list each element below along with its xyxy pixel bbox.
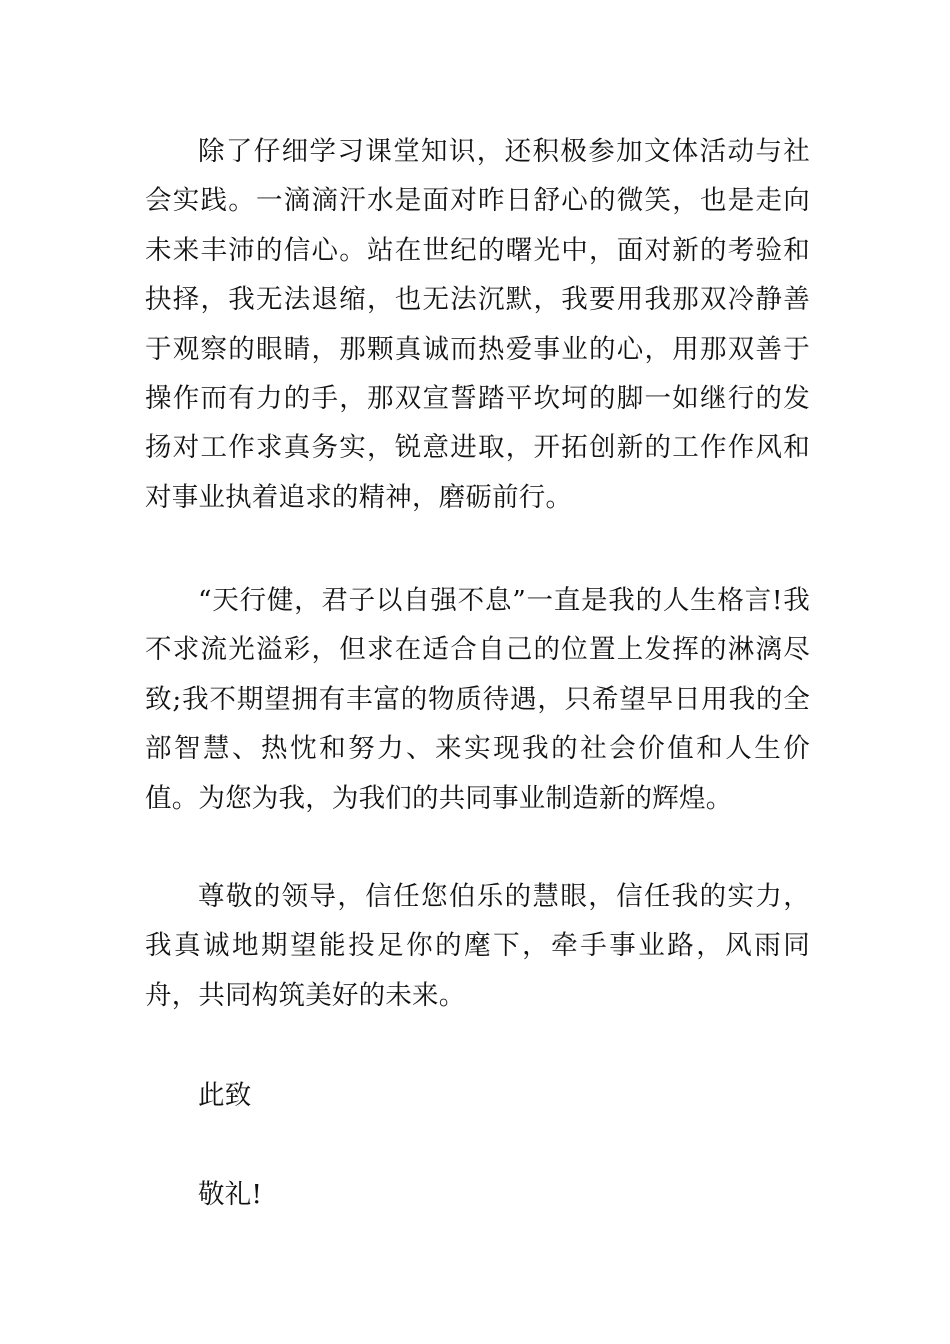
closing-salutation: 此致 (198, 1080, 252, 1111)
body-paragraph-studies: 除了仔细学习课堂知识，还积极参加文体活动与社会实践。一滴滴汗水是面对昨日舒心的微笑，也是走向未来丰沛的信心。站在世纪的曙光中，面对新的考验和抉择，我无法退缩，也无法沉默，我要用我那双冷静善于观察的眼睛，那颗真诚而热爱事业的心，用那双善于操作而有力的手，那双宣誓踏平坎坷的脚一如继行的发扬对工作求真务实，锐意进取，开拓创新的工作作风和对事业执着追求的精神，磨砺前行。 (145, 136, 810, 513)
closing-regards: 敬礼! (198, 1179, 263, 1210)
body-paragraph-request: 尊敬的领导，信任您伯乐的慧眼，信任我的实力，我真诚地期望能投足你的麾下，牵手事业路，风雨同舟，共同构筑美好的未来。 (145, 881, 810, 1011)
body-paragraph-motto: “天行健，君子以自强不息”一直是我的人生格言!我不求流光溢彩，但求在适合自己的位置上发挥的淋漓尽致;我不期望拥有丰富的物质待遇，只希望早日用我的全部智慧、热忱和努力、来实现我的社会价值和人生价值。为您为我，为我们的共同事业制造新的辉煌。 (145, 585, 810, 814)
